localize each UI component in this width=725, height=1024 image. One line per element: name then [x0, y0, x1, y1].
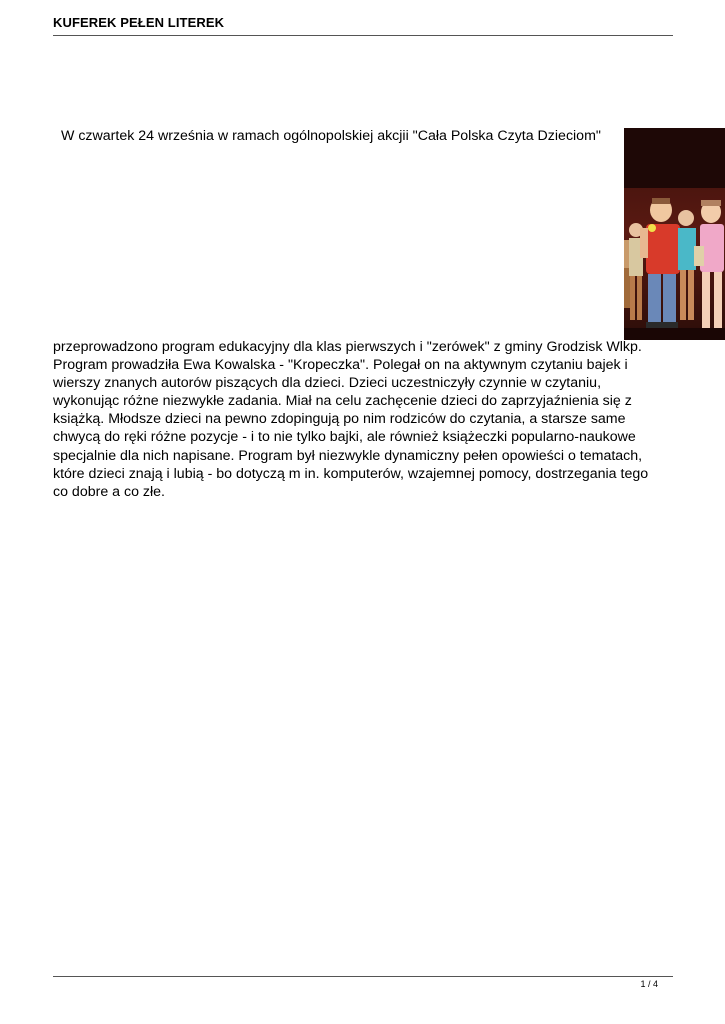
article-body — [53, 338, 678, 501]
page-number: 1 / 4 — [640, 979, 658, 989]
document-title: KUFEREK PEŁEN LITEREK — [53, 15, 225, 30]
header-divider — [53, 35, 673, 36]
article-line: przeprowadzono program edukacyjny dla klas pierwszych i "zerówek" z gminy Grodzisk Wlkp. — [53, 339, 642, 355]
article-line: które dzieci znają i lubią - bo dotyczą m in. komputerów, wzajemnej pomocy, dostrzegania tego — [53, 465, 649, 482]
page-header — [53, 14, 673, 32]
article-line: co dobre a co złe. — [53, 483, 165, 500]
article-intro: W czwartek 24 września w ramach ogólnopolskiej akcjii "Cała Polska Czyta Dzieciom" — [61, 128, 601, 144]
photo-children-on-stage — [624, 128, 725, 340]
footer-divider — [53, 976, 673, 977]
article-line: książką. Młodsze dzieci na pewno zdopingują po nim rodziców do czytania, a starsze same — [53, 411, 626, 428]
article-photo — [624, 128, 725, 340]
article-line: wykonując różne niezwykłe zadania. Miał na celu zachęcenie dzieci do zaprzyjaźnienia się z — [53, 393, 632, 410]
article-line: wierszy znanych autorów piszących dla dzieci. Dzieci uczestniczyły czynnie w czytaniu, — [53, 375, 602, 392]
article-line: specjalnie dla nich napisane. Program był niezwykle dynamiczny pełen opowieści o tematach, — [53, 447, 643, 464]
article-line: chwycą do ręki różne pozycje - i to nie tylko bajki, ale również książeczki popularno-naukowe — [53, 429, 636, 446]
article-line: Program prowadziła Ewa Kowalska - "Kropeczka". Polegał on na aktywnym czytaniu bajek i — [53, 357, 628, 374]
